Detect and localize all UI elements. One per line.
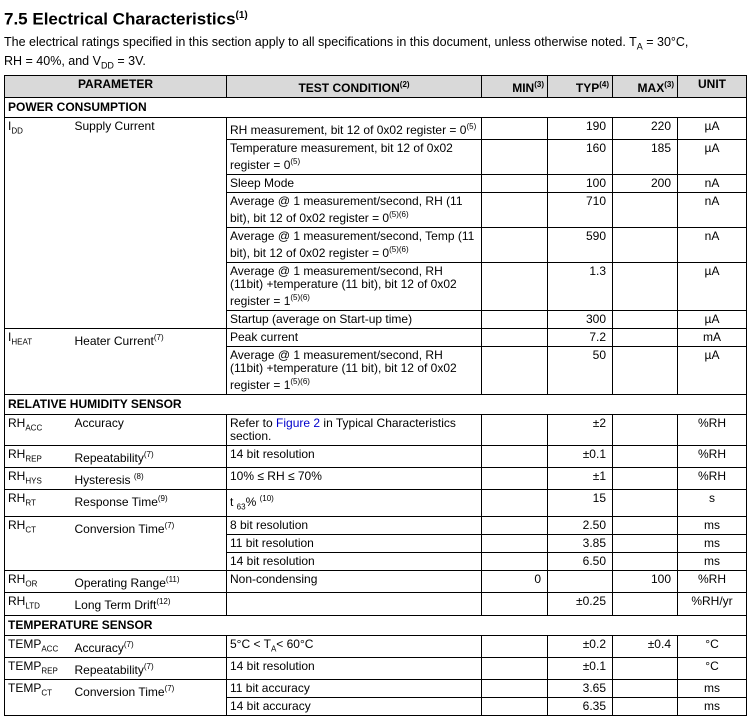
condition-text: Refer to <box>230 415 277 430</box>
section-row-rh <box>5 394 747 414</box>
unit-value: µA <box>678 139 747 174</box>
param-symbol-sub: ACC <box>41 644 59 653</box>
unit-value: %RH/yr <box>678 593 747 615</box>
max-value: 220 <box>613 117 678 139</box>
param-rh-or-symbol <box>5 570 72 592</box>
param-symbol: RH <box>8 469 26 484</box>
typ-value: 100 <box>548 174 613 192</box>
param-symbol: I <box>8 118 12 133</box>
param-name-note: (7) <box>153 332 164 342</box>
intro-paragraph <box>4 35 744 74</box>
intro-text-4: = 3V. <box>113 54 146 69</box>
max-value <box>613 516 678 534</box>
condition-note: (5)(6) <box>389 244 409 254</box>
typ-value: 3.65 <box>548 680 613 698</box>
unit-value: ms <box>678 552 747 570</box>
condition-text-end: < 60°C <box>276 636 314 651</box>
header-test-condition-label: TEST CONDITION <box>298 80 400 95</box>
table-row <box>5 490 747 516</box>
param-rh-acc-name: Accuracy <box>72 414 227 445</box>
header-row <box>5 75 747 97</box>
test-condition <box>227 262 482 310</box>
intro-text-3: RH = 40%, and V <box>4 54 101 69</box>
param-symbol: RH <box>8 571 26 586</box>
max-value <box>613 310 678 328</box>
param-symbol: RH <box>8 594 26 609</box>
param-symbol: RH <box>8 517 26 532</box>
min-value <box>482 635 548 657</box>
condition-text: Temperature measurement, bit 12 of 0x02 register = 0 <box>230 140 453 172</box>
typ-value: 15 <box>548 490 613 516</box>
unit-value: µA <box>678 346 747 394</box>
condition-text-end: in Typical Characteristics section. <box>230 415 456 443</box>
condition-note: (5)(6) <box>389 209 409 219</box>
test-condition <box>227 192 482 227</box>
min-value <box>482 310 548 328</box>
param-idd-symbol <box>5 117 72 328</box>
max-value <box>613 468 678 490</box>
param-name-text: Repeatability <box>74 663 144 677</box>
min-value <box>482 534 548 552</box>
typ-value: 190 <box>548 117 613 139</box>
unit-value: nA <box>678 192 747 227</box>
test-condition <box>227 117 482 139</box>
param-name-note: (12) <box>156 597 171 607</box>
unit-value: ms <box>678 698 747 716</box>
unit-value: ms <box>678 534 747 552</box>
min-value <box>482 658 548 680</box>
unit-value: ms <box>678 516 747 534</box>
unit-value: nA <box>678 174 747 192</box>
test-condition: Peak current <box>227 328 482 346</box>
min-value <box>482 552 548 570</box>
param-symbol-sub: HEAT <box>11 337 33 347</box>
param-name-note: (7) <box>143 449 154 459</box>
test-condition: 14 bit resolution <box>227 658 482 680</box>
param-symbol-sub: OR <box>25 579 38 589</box>
condition-text: Average @ 1 measurement/second, RH (11 bit), bit 12 of 0x02 register = 0 <box>230 193 463 225</box>
max-value <box>613 698 678 716</box>
electrical-characteristics-table <box>4 75 747 716</box>
param-name-note: (7) <box>143 662 154 671</box>
header-min <box>482 75 548 97</box>
param-iheat-name <box>72 328 227 394</box>
unit-value: %RH <box>678 468 747 490</box>
test-condition <box>227 635 482 657</box>
unit-value: ms <box>678 680 747 698</box>
condition-text: 5°C < T <box>230 636 271 651</box>
param-rh-ct-name <box>72 516 227 570</box>
condition-text: t <box>230 495 237 510</box>
max-value <box>613 346 678 394</box>
param-rh-acc-symbol <box>5 414 72 445</box>
typ-value: 710 <box>548 192 613 227</box>
param-symbol-sub: CT <box>41 688 53 698</box>
param-rh-rt-name <box>72 490 227 516</box>
min-value <box>482 445 548 467</box>
param-name-note: (7) <box>164 684 175 694</box>
test-condition: 11 bit accuracy <box>227 680 482 698</box>
param-symbol: TEMP <box>8 681 42 696</box>
unit-value: %RH <box>678 414 747 445</box>
param-temp-rep-name <box>72 658 227 680</box>
param-symbol: I <box>8 329 12 344</box>
unit-value: %RH <box>678 570 747 592</box>
min-value <box>482 698 548 716</box>
param-rh-or-name <box>72 570 227 592</box>
min-value <box>482 227 548 262</box>
param-symbol: TEMP <box>8 659 42 673</box>
param-rh-hys-symbol <box>5 468 72 490</box>
min-value <box>482 174 548 192</box>
param-symbol: RH <box>8 446 26 461</box>
max-value <box>613 658 678 680</box>
min-value <box>482 328 548 346</box>
header-min-note: (3) <box>534 79 544 89</box>
min-value <box>482 680 548 698</box>
unit-value: mA <box>678 328 747 346</box>
test-condition: 10% ≤ RH ≤ 70% <box>227 468 482 490</box>
unit-value: µA <box>678 117 747 139</box>
max-value <box>613 593 678 615</box>
header-unit: UNIT <box>678 75 747 97</box>
table-row <box>5 445 747 467</box>
header-parameter: PARAMETER <box>5 75 227 97</box>
header-test-condition <box>227 75 482 97</box>
unit-value: s <box>678 490 747 516</box>
param-name-text: Accuracy <box>74 640 124 655</box>
table-row <box>5 328 747 346</box>
test-condition <box>227 139 482 174</box>
table-row <box>5 516 747 534</box>
unit-value: %RH <box>678 445 747 467</box>
unit-value: nA <box>678 227 747 262</box>
typ-value: ±0.1 <box>548 445 613 467</box>
header-max <box>613 75 678 97</box>
typ-value: 6.50 <box>548 552 613 570</box>
test-condition: 14 bit resolution <box>227 445 482 467</box>
condition-note: (5)(6) <box>290 292 310 302</box>
min-value <box>482 468 548 490</box>
intro-sub-dd: DD <box>100 60 114 71</box>
min-value: 0 <box>482 570 548 592</box>
max-value <box>613 534 678 552</box>
param-name-note: (8) <box>133 472 144 482</box>
param-rh-ct-symbol <box>5 516 72 570</box>
max-value: 100 <box>613 570 678 592</box>
param-iheat-symbol <box>5 328 72 394</box>
test-condition <box>227 227 482 262</box>
min-value <box>482 516 548 534</box>
param-symbol-sub: ACC <box>25 423 43 433</box>
param-rh-rep-name <box>72 445 227 467</box>
param-symbol: RH <box>8 415 26 430</box>
table-row <box>5 117 747 139</box>
condition-note: (5) <box>466 121 477 131</box>
param-temp-rep-symbol <box>5 658 72 680</box>
param-symbol: RH <box>8 491 26 506</box>
header-min-label: MIN <box>512 80 535 95</box>
param-name-text: Response Time <box>74 495 158 510</box>
max-value: 200 <box>613 174 678 192</box>
typ-value: 7.2 <box>548 328 613 346</box>
param-symbol-sub: REP <box>41 666 58 676</box>
min-value <box>482 192 548 227</box>
param-symbol-sub: LTD <box>25 601 40 611</box>
section-row-temp <box>5 615 747 635</box>
unit-value: µA <box>678 310 747 328</box>
param-temp-ct-name <box>72 680 227 716</box>
section-title-temp: TEMPERATURE SENSOR <box>5 615 747 635</box>
param-name-note: (7) <box>123 639 134 649</box>
typ-value: 6.35 <box>548 698 613 716</box>
min-value <box>482 262 548 310</box>
param-rh-ltd-name <box>72 593 227 615</box>
typ-value <box>548 570 613 592</box>
param-rh-ltd-symbol <box>5 593 72 615</box>
condition-text: Average @ 1 measurement/second, RH (11bit) +temperature (11 bit), bit 12 of 0x02 register = 1 <box>230 347 457 392</box>
max-value <box>613 414 678 445</box>
typ-value: ±2 <box>548 414 613 445</box>
param-name-text: Repeatability <box>74 450 144 465</box>
section-title <box>4 6 750 30</box>
test-condition: Sleep Mode <box>227 174 482 192</box>
condition-note: (5) <box>290 156 301 166</box>
test-condition <box>227 593 482 615</box>
header-max-label: MAX <box>637 80 665 95</box>
condition-text: Average @ 1 measurement/second, RH (11bit) +temperature (11 bit), bit 12 of 0x02 register = 1 <box>230 263 457 308</box>
param-name-text: Hysteresis <box>74 473 134 488</box>
section-row-power <box>5 97 747 117</box>
header-test-condition-note: (2) <box>399 79 410 89</box>
section-title-note: (1) <box>235 10 248 21</box>
max-value <box>613 680 678 698</box>
param-rh-rt-symbol <box>5 490 72 516</box>
max-value: ±0.4 <box>613 635 678 657</box>
intro-sub-a: A <box>636 41 643 52</box>
typ-value: ±0.1 <box>548 658 613 680</box>
test-condition: 8 bit resolution <box>227 516 482 534</box>
max-value <box>613 192 678 227</box>
header-typ <box>548 75 613 97</box>
typ-value: 160 <box>548 139 613 174</box>
min-value <box>482 139 548 174</box>
min-value <box>482 414 548 445</box>
param-name-text: Operating Range <box>74 575 166 590</box>
header-typ-note: (4) <box>599 79 609 89</box>
unit-value: °C <box>678 635 747 657</box>
typ-value: 2.50 <box>548 516 613 534</box>
max-value <box>613 552 678 570</box>
param-temp-acc-symbol <box>5 635 72 657</box>
param-name-text: Conversion Time <box>74 685 165 700</box>
param-symbol-sub: HYS <box>25 476 42 486</box>
param-symbol-sub: REP <box>25 454 42 464</box>
condition-text-end: % <box>245 495 260 510</box>
test-condition: Startup (average on Start-up time) <box>227 310 482 328</box>
test-condition <box>227 346 482 394</box>
intro-text-2: = 30°C, <box>642 34 689 49</box>
condition-sub: 63 <box>236 502 246 512</box>
min-value <box>482 593 548 615</box>
max-value <box>613 445 678 467</box>
param-name-text: Conversion Time <box>74 521 165 536</box>
max-value <box>613 328 678 346</box>
table-row <box>5 635 747 657</box>
param-name-note: (7) <box>164 520 175 530</box>
header-typ-label: TYP <box>575 80 600 95</box>
param-rh-hys-name <box>72 468 227 490</box>
test-condition: Non-condensing <box>227 570 482 592</box>
section-title-power: POWER CONSUMPTION <box>5 97 747 117</box>
typ-value: 1.3 <box>548 262 613 310</box>
max-value <box>613 262 678 310</box>
param-temp-ct-symbol <box>5 680 72 716</box>
min-value <box>482 346 548 394</box>
param-idd-name: Supply Current <box>72 117 227 328</box>
param-name-text: Heater Current <box>74 333 154 348</box>
table-row <box>5 658 747 680</box>
condition-text: Average @ 1 measurement/second, Temp (11 bit), bit 12 of 0x02 register = 0 <box>230 228 475 260</box>
max-value <box>613 227 678 262</box>
condition-note: (5)(6) <box>290 376 310 386</box>
typ-value: ±0.2 <box>548 635 613 657</box>
table-row <box>5 593 747 615</box>
param-symbol-sub: RT <box>25 498 36 508</box>
section-title-text: 7.5 Electrical Characteristics <box>4 9 236 29</box>
test-condition: 14 bit resolution <box>227 552 482 570</box>
max-value: 185 <box>613 139 678 174</box>
section-title-rh: RELATIVE HUMIDITY SENSOR <box>5 394 747 414</box>
test-condition <box>227 414 482 445</box>
header-max-note: (3) <box>664 79 674 89</box>
table-row <box>5 414 747 445</box>
typ-value: 590 <box>548 227 613 262</box>
param-name-note: (9) <box>157 494 168 504</box>
param-symbol-sub: CT <box>25 525 37 535</box>
test-condition: 11 bit resolution <box>227 534 482 552</box>
param-name-note: (11) <box>165 574 180 584</box>
typ-value: ±0.25 <box>548 593 613 615</box>
unit-value: °C <box>678 658 747 680</box>
max-value <box>613 490 678 516</box>
test-condition: 14 bit accuracy <box>227 698 482 716</box>
figure-2-link[interactable]: Figure 2 <box>276 415 321 430</box>
table-row <box>5 570 747 592</box>
table-row <box>5 468 747 490</box>
min-value <box>482 490 548 516</box>
condition-text: RH measurement, bit 12 of 0x02 register = 0 <box>230 122 467 137</box>
min-value <box>482 117 548 139</box>
intro-text-1: The electrical ratings specified in this section apply to all specifications in this document, unless otherwise noted. T <box>4 34 637 49</box>
test-condition <box>227 490 482 516</box>
param-symbol: TEMP <box>8 636 42 651</box>
condition-note: (10) <box>259 494 274 504</box>
param-temp-acc-name <box>72 635 227 657</box>
param-symbol-sub: DD <box>11 126 23 136</box>
typ-value: ±1 <box>548 468 613 490</box>
typ-value: 50 <box>548 346 613 394</box>
unit-value: µA <box>678 262 747 310</box>
typ-value: 300 <box>548 310 613 328</box>
condition-sub: A <box>270 644 277 653</box>
typ-value: 3.85 <box>548 534 613 552</box>
table-row <box>5 680 747 698</box>
param-rh-rep-symbol <box>5 445 72 467</box>
param-name-text: Long Term Drift <box>74 598 157 613</box>
